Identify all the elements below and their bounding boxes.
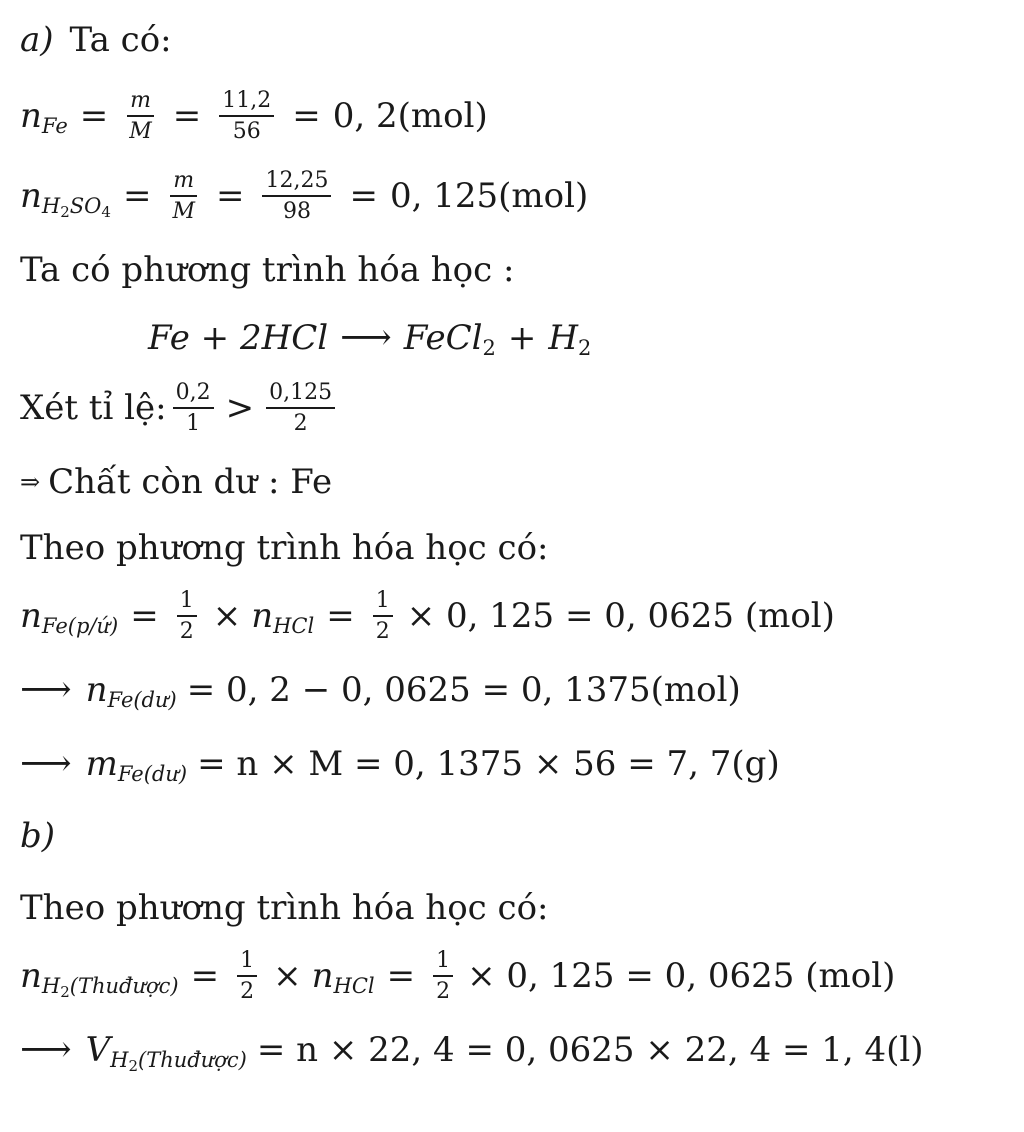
line-n-fe-du: ⟶ n Fe(dư) = 0, 2 − 0, 0625 = 0, 1375(mol) [20, 669, 741, 712]
fraction-m-over-M: $\frac{m}{M}$ [126, 89, 155, 143]
n-fe-result: 0, 2(mol) [332, 96, 488, 136]
fraction-one-half: $\frac{1}{2}$ [177, 589, 197, 643]
ratio-hcl: $\frac{0,125}{2}$ [266, 381, 335, 435]
line-n-fe: n Fe = $\frac{m}{M}$ = $\frac{11,2}{56}$ = 0, 2(mol) [20, 87, 488, 144]
part-b-label: b) [20, 816, 56, 856]
line-theo-pt-2: Theo phương trình hóa học có: [20, 888, 549, 928]
line-theo-pt-1: Theo phương trình hóa học có: [20, 528, 549, 568]
ta-co-text: Ta có: [69, 20, 172, 60]
fraction-mass-over-molar: $\frac{11,2}{56}$ [219, 89, 274, 143]
ratio-fe: $\frac{0,2}{1}$ [173, 381, 214, 435]
fraction-mass-over-molar: $\frac{12,25}{98}$ [262, 169, 331, 223]
line-n-fe-pu: n Fe(p/ứ) = $\frac{1}{2}$ × n HCl = $\frac{1}{2}$ × 0, 125 = 0, 0625 (mol) [20, 587, 835, 644]
line-n-h2so4: n H2SO4 = $\frac{m}{M}$ = $\frac{12,25}{98}$ = 0, 125(mol) [20, 167, 589, 224]
line-part-a [20, 10, 172, 70]
fraction-one-half: $\frac{1}{2}$ [373, 589, 393, 643]
chemical-equation: Fe + 2HCl ⟶ FeCl 2 + H 2 [148, 317, 592, 360]
line-xet-ti-le: Xét tỉ lệ: $\frac{0,2}{1}$ > $\frac{0,125}{2}$ [20, 378, 341, 438]
part-a-label: a) [20, 20, 54, 60]
fraction-one-half: $\frac{1}{2}$ [433, 949, 453, 1003]
n-h2so4-result: 0, 125(mol) [389, 176, 589, 216]
line-pt-heading: Ta có phương trình hóa học : [20, 250, 515, 290]
line-m-fe-du: ⟶ m Fe(dư) = n × M = 0, 1375 × 56 = 7, 7(g) [20, 743, 780, 786]
line-n-h2: n H2(Thuđược) = $\frac{1}{2}$ × n HCl = $\frac{1}{2}$ × 0, 125 = 0, 0625 (mol) [20, 947, 896, 1004]
line-chat-du: ⇒ Chất còn dư : Fe [20, 462, 333, 502]
fraction-m-over-M: $\frac{m}{M}$ [169, 169, 198, 223]
line-part-b [20, 806, 55, 866]
fraction-one-half: $\frac{1}{2}$ [237, 949, 257, 1003]
line-v-h2: ⟶ V H2(Thuđược) = n × 22, 4 = 0, 0625 × 22, 4 = 1, 4(l) [20, 1029, 924, 1075]
